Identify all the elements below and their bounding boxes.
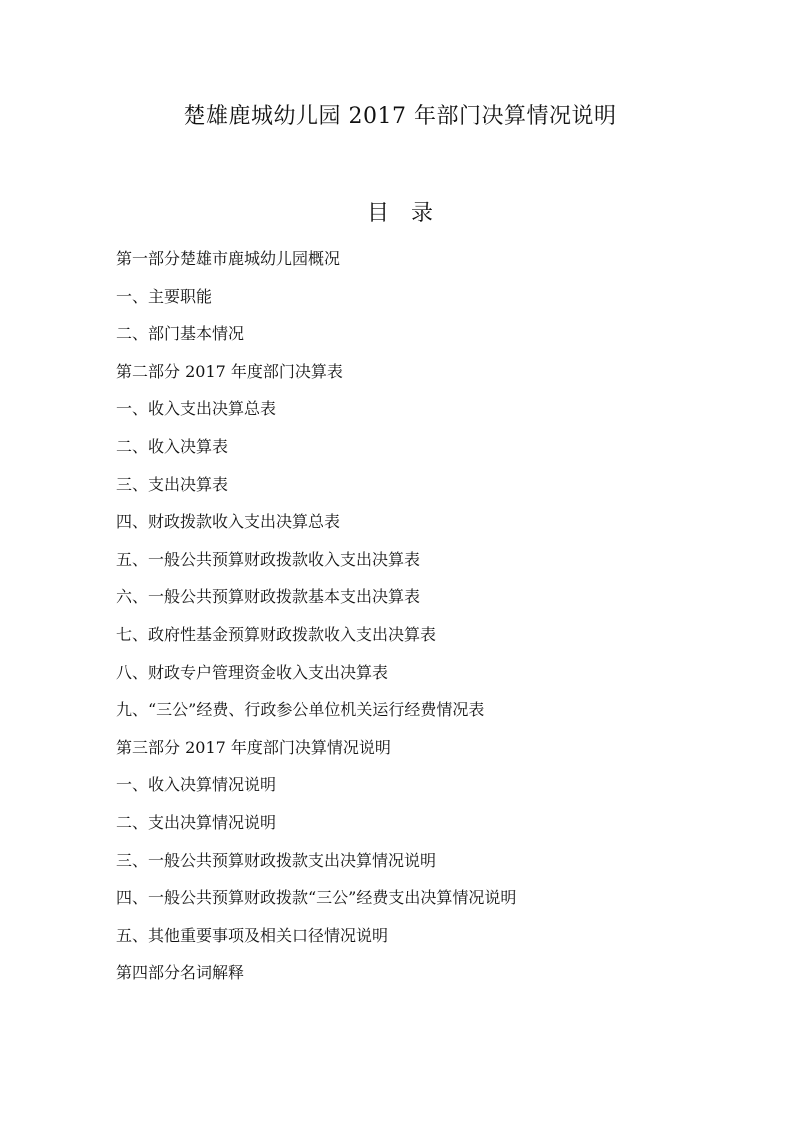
toc-item-part-1: 第一部分楚雄市鹿城幼儿园概况 bbox=[116, 249, 341, 268]
toc-heading: 目录 bbox=[366, 201, 455, 226]
toc-item: 八、财政专户管理资金收入支出决算表 bbox=[116, 662, 389, 682]
toc-item: 三、支出决算表 bbox=[116, 474, 229, 494]
toc-item: 二、支出决算情况说明 bbox=[116, 812, 277, 832]
toc-item: 九、“三公”经费、行政参公单位机关运行经费情况表 bbox=[116, 700, 485, 720]
toc-item: 一、主要职能 bbox=[116, 286, 213, 306]
toc-item: 一、收入支出决算总表 bbox=[116, 399, 277, 419]
toc-item: 二、收入决算表 bbox=[116, 436, 229, 456]
document-title: 楚雄鹿城幼儿园 2017 年部门决算情况说明 bbox=[183, 104, 617, 129]
toc-item: 一、收入决算情况说明 bbox=[116, 775, 277, 795]
toc-item-part-2: 第二部分 2017 年度部门决算表 bbox=[116, 361, 343, 381]
toc-item-part-4: 第四部分名词解释 bbox=[116, 963, 245, 983]
toc-item: 二、部门基本情况 bbox=[116, 324, 245, 344]
toc-item: 四、一般公共预算财政拨款“三公”经费支出决算情况说明 bbox=[116, 888, 517, 908]
toc-item: 三、一般公共预算财政拨款支出决算情况说明 bbox=[116, 850, 437, 870]
toc-list bbox=[116, 240, 516, 992]
toc-item: 六、一般公共预算财政拨款基本支出决算表 bbox=[116, 587, 421, 607]
toc-item-part-3: 第三部分 2017 年度部门决算情况说明 bbox=[116, 737, 391, 757]
toc-item: 七、政府性基金预算财政拨款收入支出决算表 bbox=[116, 624, 437, 644]
toc-item: 五、一般公共预算财政拨款收入支出决算表 bbox=[116, 549, 421, 569]
toc-item: 五、其他重要事项及相关口径情况说明 bbox=[116, 925, 389, 945]
toc-item: 四、财政拨款收入支出决算总表 bbox=[116, 512, 341, 532]
